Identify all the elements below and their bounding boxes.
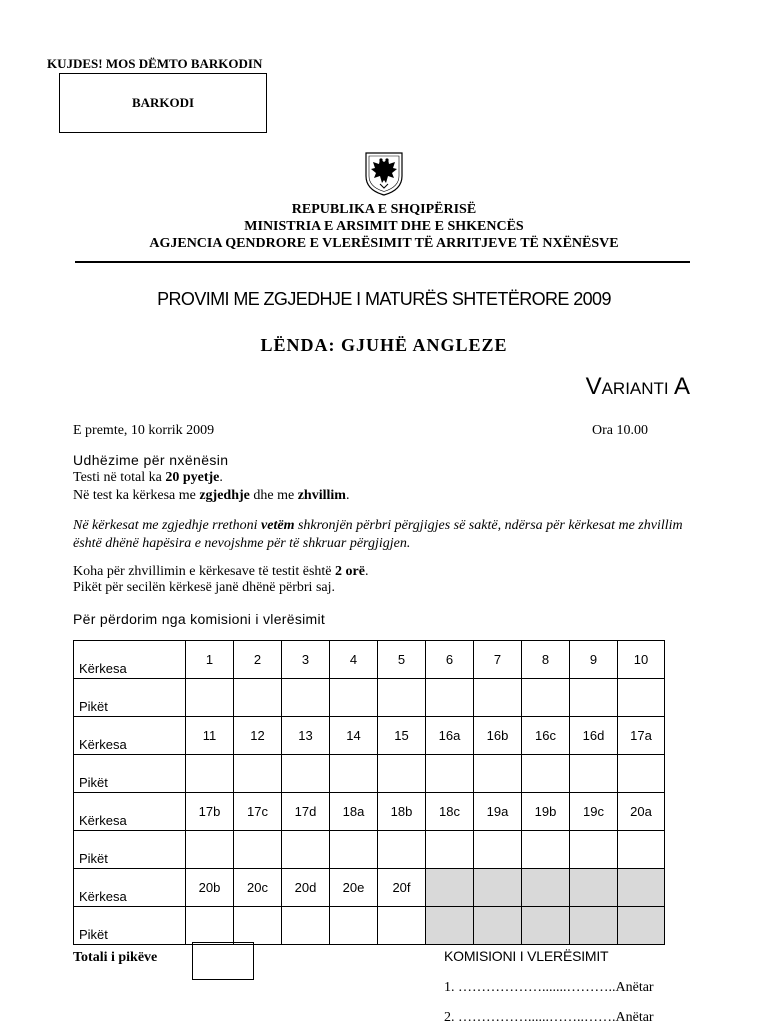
points-entry-cell <box>570 907 618 945</box>
variant-label: Varianti A <box>585 373 690 400</box>
request-number-cell: 2 <box>234 641 282 679</box>
institution-line-1: REPUBLIKA E SHQIPËRISË <box>291 202 477 217</box>
points-entry-cell[interactable] <box>618 755 665 793</box>
request-number-cell: 12 <box>234 717 282 755</box>
points-entry-cell <box>618 907 665 945</box>
points-entry-cell[interactable] <box>282 831 330 869</box>
request-number-cell <box>474 869 522 907</box>
points-entry-cell <box>474 907 522 945</box>
request-number-cell <box>618 869 665 907</box>
request-number-cell: 10 <box>618 641 665 679</box>
request-number-cell <box>570 869 618 907</box>
points-entry-cell[interactable] <box>186 679 234 717</box>
points-row-label: Pikët <box>74 679 186 717</box>
request-number-cell: 17a <box>618 717 665 755</box>
points-entry-cell[interactable] <box>618 679 665 717</box>
request-number-cell: 16d <box>570 717 618 755</box>
points-entry-cell[interactable] <box>426 679 474 717</box>
points-entry-cell[interactable] <box>378 679 426 717</box>
points-entry-cell[interactable] <box>474 831 522 869</box>
points-entry-cell[interactable] <box>522 755 570 793</box>
points-entry-cell[interactable] <box>234 907 282 945</box>
subject-title: LËNDA: GJUHË ANGLEZE <box>260 335 508 355</box>
request-number-cell: 20b <box>186 869 234 907</box>
request-number-cell: 16c <box>522 717 570 755</box>
request-number-cell: 20f <box>378 869 426 907</box>
request-number-cell: 16b <box>474 717 522 755</box>
points-entry-cell[interactable] <box>378 831 426 869</box>
points-row <box>74 831 665 869</box>
total-points-label: Totali i pikëve <box>73 950 158 965</box>
request-number-cell: 3 <box>282 641 330 679</box>
request-number-cell: 8 <box>522 641 570 679</box>
points-entry-cell[interactable] <box>426 831 474 869</box>
points-entry-cell[interactable] <box>234 679 282 717</box>
points-entry-cell[interactable] <box>426 755 474 793</box>
request-number-cell: 14 <box>330 717 378 755</box>
request-number-cell: 17c <box>234 793 282 831</box>
request-number-cell: 4 <box>330 641 378 679</box>
guide-points-note: Pikët për secilën kërkesë janë dhënë përbri saj. <box>73 580 336 595</box>
request-number-cell: 19b <box>522 793 570 831</box>
request-number-cell: 17d <box>282 793 330 831</box>
request-row-label: Kërkesa <box>74 717 186 755</box>
request-row-label: Kërkesa <box>74 641 186 679</box>
request-number-cell: 18b <box>378 793 426 831</box>
points-entry-cell[interactable] <box>522 831 570 869</box>
request-number-cell <box>426 869 474 907</box>
points-entry-cell[interactable] <box>618 831 665 869</box>
request-number-cell: 20e <box>330 869 378 907</box>
barcode-box <box>59 73 267 133</box>
score-table <box>73 640 665 945</box>
points-entry-cell <box>426 907 474 945</box>
points-entry-cell[interactable] <box>570 679 618 717</box>
points-row-label: Pikët <box>74 755 186 793</box>
points-entry-cell <box>522 907 570 945</box>
points-entry-cell[interactable] <box>330 831 378 869</box>
request-number-cell: 20c <box>234 869 282 907</box>
commission-title: KOMISIONI I VLERËSIMIT <box>444 948 609 964</box>
request-number-cell: 9 <box>570 641 618 679</box>
request-number-cell: 15 <box>378 717 426 755</box>
barcode-label: BARKODI <box>131 95 195 110</box>
request-number-cell: 16a <box>426 717 474 755</box>
request-number-cell: 20a <box>618 793 665 831</box>
points-entry-cell[interactable] <box>378 755 426 793</box>
request-number-cell: 17b <box>186 793 234 831</box>
points-entry-cell[interactable] <box>234 755 282 793</box>
request-number-cell: 11 <box>186 717 234 755</box>
exam-title: PROVIMI ME ZGJEDHJE I MATURËS SHTETËRORE 2009 <box>157 289 611 309</box>
points-entry-cell[interactable] <box>378 907 426 945</box>
guide-question-types: Në test ka kërkesa me zgjedhje dhe me zhvillim. <box>73 488 350 503</box>
request-row-label: Kërkesa <box>74 793 186 831</box>
points-row-label: Pikët <box>74 907 186 945</box>
request-row <box>74 869 665 907</box>
exam-time: Ora 10.00 <box>592 423 648 438</box>
guide-duration: Koha për zhvillimin e kërkesave të testit është 2 orë. <box>73 564 369 579</box>
albanian-eagle-emblem-icon <box>363 150 405 196</box>
institution-line-2: MINISTRIA E ARSIMIT DHE E SHKENCËS <box>244 219 524 234</box>
guide-title: Udhëzime për nxënësin <box>73 452 229 468</box>
guide-question-count: Testi në total ka 20 pyetje. <box>73 470 223 485</box>
points-entry-cell[interactable] <box>522 679 570 717</box>
request-row-label: Kërkesa <box>74 869 186 907</box>
points-row-label: Pikët <box>74 831 186 869</box>
request-number-cell: 5 <box>378 641 426 679</box>
points-entry-cell[interactable] <box>474 679 522 717</box>
request-number-cell: 18c <box>426 793 474 831</box>
request-number-cell: 20d <box>282 869 330 907</box>
header-divider <box>75 261 690 263</box>
commission-member-2: 2. ……………......……..…….Anëtar <box>444 1010 654 1025</box>
points-entry-cell[interactable] <box>570 755 618 793</box>
request-number-cell: 19c <box>570 793 618 831</box>
points-row <box>74 755 665 793</box>
points-entry-cell[interactable] <box>282 679 330 717</box>
request-number-cell: 6 <box>426 641 474 679</box>
request-row <box>74 717 665 755</box>
points-entry-cell[interactable] <box>330 679 378 717</box>
guide-instructions: Në kërkesat me zgjedhje rrethoni vetëm shkronjën përbri përgjigjes së saktë, ndërsa për kërkesat me zhvillim është dhënë hapësira e nevojshme për të shkruar përgjigjen. <box>73 518 683 551</box>
points-entry-cell[interactable] <box>186 831 234 869</box>
points-entry-cell[interactable] <box>330 907 378 945</box>
request-number-cell: 1 <box>186 641 234 679</box>
points-entry-cell[interactable] <box>186 907 234 945</box>
total-points-box[interactable] <box>192 942 254 980</box>
request-row <box>74 793 665 831</box>
request-number-cell: 19a <box>474 793 522 831</box>
points-entry-cell[interactable] <box>282 907 330 945</box>
request-number-cell <box>522 869 570 907</box>
points-row <box>74 679 665 717</box>
commission-use-heading: Për përdorim nga komisioni i vlerësimit <box>73 611 326 627</box>
request-row <box>74 641 665 679</box>
barcode-warning: KUJDES! MOS DËMTO BARKODIN <box>47 56 263 71</box>
points-entry-cell[interactable] <box>186 755 234 793</box>
points-entry-cell[interactable] <box>474 755 522 793</box>
request-number-cell: 18a <box>330 793 378 831</box>
request-number-cell: 13 <box>282 717 330 755</box>
points-entry-cell[interactable] <box>330 755 378 793</box>
exam-date: E premte, 10 korrik 2009 <box>73 423 215 438</box>
points-entry-cell[interactable] <box>570 831 618 869</box>
request-number-cell: 7 <box>474 641 522 679</box>
points-entry-cell[interactable] <box>282 755 330 793</box>
commission-member-1: 1. ……………….......………..Anëtar <box>444 980 654 995</box>
institution-line-3: AGJENCIA QENDRORE E VLERËSIMIT TË ARRITJEVE TË NXËNËSVE <box>149 236 619 251</box>
points-entry-cell[interactable] <box>234 831 282 869</box>
points-row <box>74 907 665 945</box>
